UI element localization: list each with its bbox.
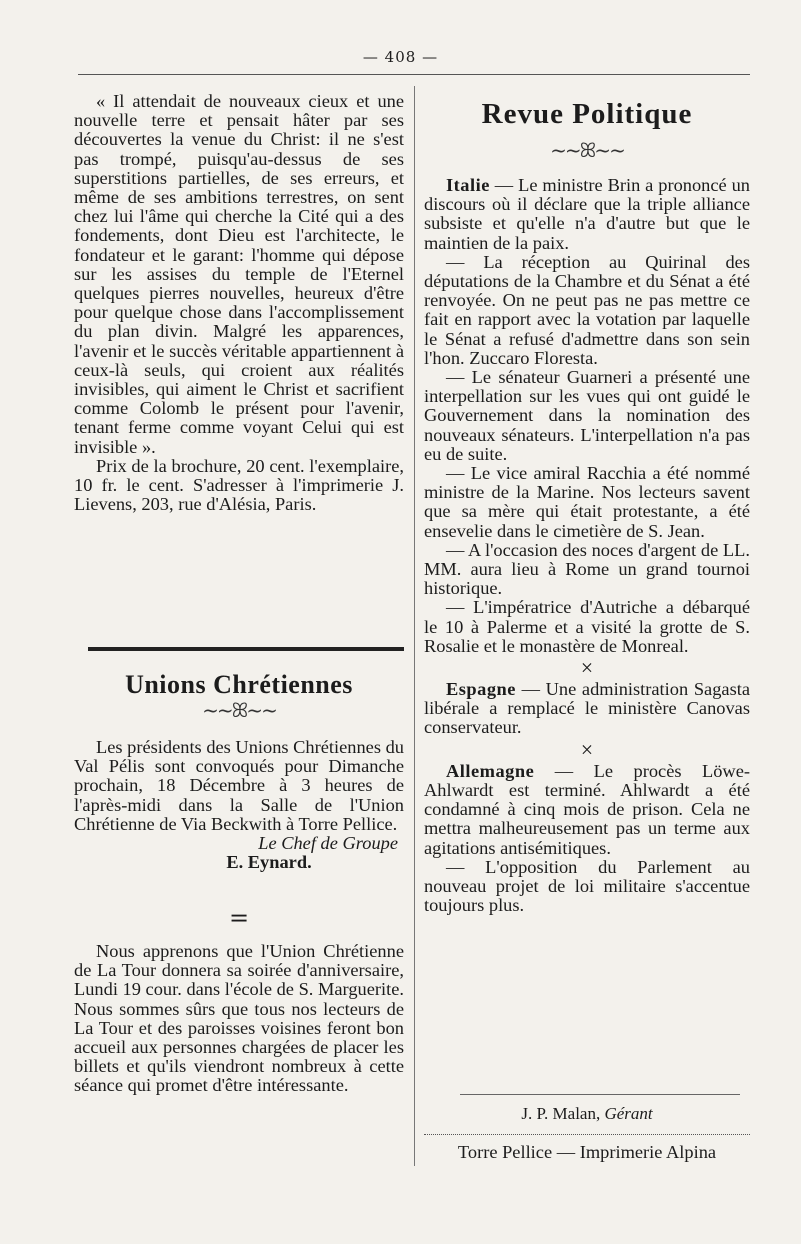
country-label-allemagne: Allemagne (446, 760, 535, 781)
footer-rule (460, 1094, 740, 1095)
separator-sign: = (228, 904, 250, 932)
allemagne-text-2: — L'opposition du Parlement au nouveau projet de loi militaire s'accentue toujours plus. (424, 856, 750, 916)
italie-item (424, 176, 750, 253)
allemagne-text-1: — Le procès Löwe-Ahlwardt est terminé. Ahlwardt a été condamné à cinq mois de prison. Cela ne mettra malheureusement pas un terme aux agitations antisémitiques. (424, 760, 750, 858)
unions-heading: Unions Chrétiennes (125, 670, 353, 699)
imprint-line: Torre Pellice — Imprimerie Alpina (457, 1142, 717, 1162)
gerant-word: Gérant (604, 1104, 653, 1123)
italie-text-1: — Le ministre Brin a prononcé un discours où il déclare que la triple alliance subsiste et qu'elle n'a d'autre but que le maintien de la paix. (424, 175, 750, 253)
page-number: — 408 — (362, 48, 439, 66)
column-divider (414, 86, 415, 1166)
unions-section (74, 738, 404, 872)
price-paragraph: Prix de la brochure, 20 cent. l'exemplaire, 10 fr. le cent. S'adresser à l'imprimerie J. Lievens, 203, rue d'Alésia, Paris. (74, 455, 404, 515)
gerant-line (424, 1104, 750, 1124)
tour-paragraph: Nous apprenons que l'Union Chrétienne de La Tour donnera sa soirée d'anniversaire, Lundi 19 cour. dans l'école de S. Marguerite. Nous sommes sûrs que tous nos lecteurs de La Tour et des paroisses voisines feront bon accueil aux personnes chargées de placer les billets et qu'ils viendront nombreux à cette séance qui promet d'être intéressante. (74, 941, 404, 1096)
italie-text-5: — A l'occasion des noces d'argent de LL. MM. aura lieu à Rome un grand tournoi historique. (424, 539, 750, 599)
espagne-text: — Une administration Sagasta libérale a remplacé le ministère Canovas conservateur. (424, 679, 750, 738)
tour-section (74, 942, 404, 1096)
flourish-ornament: ~~ꕤ~~ (202, 698, 276, 722)
country-label-espagne: Espagne (446, 679, 516, 700)
chef-label: Le Chef de Groupe (258, 833, 398, 854)
italie-text-4: — Le vice amiral Racchia a été nommé ministre de la Marine. Nos lecteurs savent que sa mère qui était protestante, a été ensevelie dans le cimetière de S. Jean. (424, 463, 750, 541)
left-column (74, 92, 404, 514)
italie-text-6: — L'impératrice d'Autriche a débarqué le 10 à Palerme et a visité la grotte de S. Rosalie et le monastère de Monreal. (424, 597, 750, 656)
gerant-name: J. P. Malan, (521, 1104, 601, 1123)
flourish-ornament-right: ~~ꕤ~~ (550, 138, 624, 162)
cross-separator: × (580, 655, 594, 681)
dotted-rule (424, 1134, 750, 1135)
revue-section (424, 176, 750, 915)
section-rule (88, 647, 404, 651)
top-rule (78, 74, 750, 75)
convocation-paragraph: Les présidents des Unions Chrétiennes du Val Pélis sont convoqués pour Dimanche prochain, 18 Décembre à 3 heures de l'après-midi dans la Salle de l'Union Chrétienne de Via Beckwith à Torre Pellice. (74, 737, 404, 834)
revue-heading: Revue Politique (481, 98, 693, 130)
country-label-italie: Italie (446, 175, 490, 195)
allemagne-item (424, 762, 750, 858)
italie-text-3: — Le sénateur Guarneri a présenté une interpellation sur les vues qui ont guidé le Gouvernement dans la nomination des nouveaux sénateurs. L'interpellation n'a pas eu de suite. (424, 367, 750, 464)
espagne-item (424, 680, 750, 738)
quote-paragraph: « Il attendait de nouveaux cieux et une nouvelle terre et pensait hâter par ses découvertes la venue du Christ: il ne s'est pas trompé, puisqu'au-dessus de ses superstitions partielles, de ses erreurs, et même de ses ambitions terrestres, on sent chez lui l'âme qui cherche la Cité qui a des fondements, dont Dieu est l'architecte, le fondateur et le garant: l'homme qui dépose sur les assises du temple de l'Eternel quelques pierres nouvelles, heureux d'être pour quelque chose dans l'accomplissement du plan divin. Malgré les apparences, l'avenir et le succès véritable appartiennent à ceux-là seuls, qui croient aux réalités invisibles, qui aiment le Christ et sacrifient comme Colomb le présent pour l'avenir, tenant ferme comme voyant Celui qui est invisible ». (74, 91, 404, 457)
italie-text-2: — La réception au Quirinal des députations de la Chambre et du Sénat a été renvoyée. On ne peut pas ne pas mettre ce fait en rapport avec la votation par laquelle le Sénat a refusé d'admettre dans son sein l'hon. Zuccaro Floresta. (424, 251, 750, 368)
cross-separator: × (580, 736, 594, 762)
chef-name: E. Eynard. (226, 852, 312, 873)
